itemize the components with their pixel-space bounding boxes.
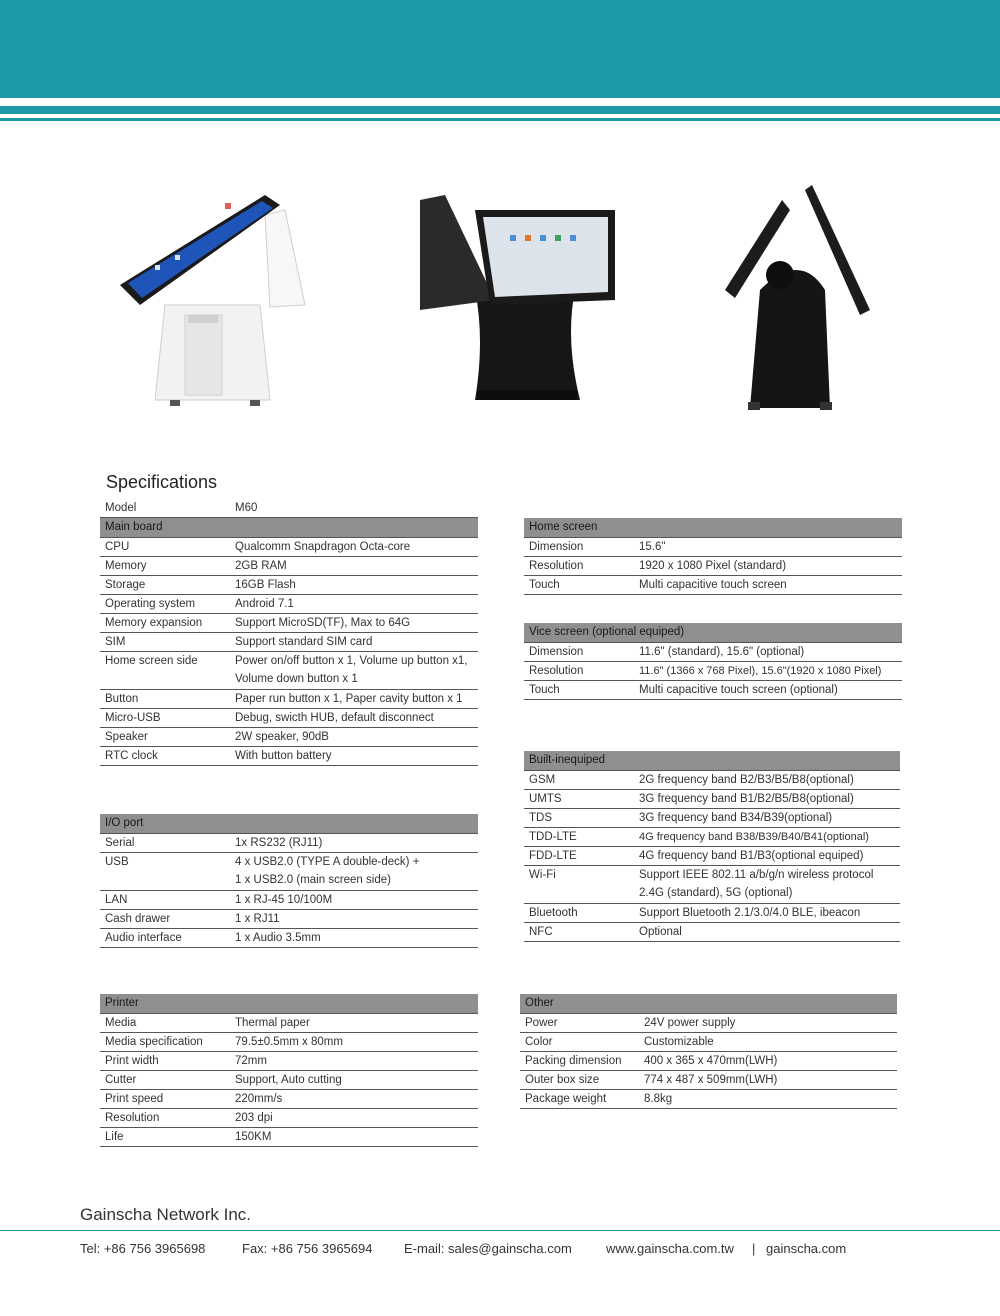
table-row	[520, 1052, 897, 1071]
table-row	[100, 614, 478, 633]
table-row	[520, 1071, 897, 1090]
row-value: Support MicroSD(TF), Max to 64G	[235, 617, 411, 629]
main-board-table	[100, 499, 478, 766]
table-row	[100, 747, 478, 766]
row-value: Multi capacitive touch screen	[639, 579, 787, 591]
table-row	[524, 847, 900, 866]
row-key: FDD-LTE	[529, 850, 577, 862]
header-band	[0, 0, 1000, 98]
table-row	[100, 709, 478, 728]
row-key: Print speed	[105, 1093, 164, 1105]
row-value-line1: 4 x USB2.0 (TYPE A double-deck) +	[235, 856, 420, 868]
row-key: Micro-USB	[105, 712, 161, 724]
section-header: Other	[520, 994, 897, 1014]
row-key: Package weight	[525, 1093, 607, 1105]
other-table	[520, 994, 897, 1109]
row-value: 11.6" (1366 x 768 Pixel), 15.6"(1920 x 1080 Pixel)	[639, 665, 882, 677]
table-row	[100, 929, 478, 948]
table-row	[100, 690, 478, 709]
row-value	[639, 866, 900, 903]
row-key: RTC clock	[105, 750, 158, 762]
row-key: Print width	[105, 1055, 159, 1067]
table-row	[100, 891, 478, 910]
footer-separator: |	[752, 1241, 756, 1256]
row-key: Power	[525, 1017, 558, 1029]
footer-website-2[interactable]: gainscha.com	[766, 1241, 847, 1256]
row-key: Bluetooth	[529, 907, 578, 919]
table-row	[100, 633, 478, 652]
product-image-white-pos	[110, 185, 310, 415]
io-port-table	[100, 814, 478, 948]
product-image-black-pos-rear	[415, 190, 620, 405]
row-value: Qualcomm Snapdragon Octa-core	[235, 541, 411, 553]
row-key: Memory	[105, 560, 147, 572]
footer-website[interactable]: www.gainscha.com.tw	[606, 1241, 734, 1256]
row-key: Resolution	[529, 665, 584, 677]
table-row	[100, 1033, 478, 1052]
row-value: Optional	[639, 926, 682, 938]
row-value: 2G frequency band B2/B3/B5/B8(optional)	[639, 774, 854, 786]
row-value: 1 x Audio 3.5mm	[235, 932, 321, 944]
table-row	[524, 643, 902, 662]
row-key: TDD-LTE	[529, 831, 577, 843]
table-row	[100, 1128, 478, 1147]
row-key: Button	[105, 693, 139, 705]
row-key: Wi-Fi	[529, 869, 556, 881]
row-key: Memory expansion	[105, 617, 203, 629]
table-row	[524, 576, 902, 595]
table-row	[520, 1033, 897, 1052]
row-value: 4G frequency band B1/B3(optional equiped)	[639, 850, 864, 862]
footer-tel: Tel: +86 756 3965698	[80, 1241, 206, 1256]
row-key: Model	[105, 502, 137, 514]
row-key: Audio interface	[105, 932, 182, 944]
row-key: Cash drawer	[105, 913, 171, 925]
row-value: 3G frequency band B34/B39(optional)	[639, 812, 833, 824]
table-row	[524, 904, 900, 923]
row-key: CPU	[105, 541, 130, 553]
footer-fax: Fax: +86 756 3965694	[242, 1241, 373, 1256]
row-value: 15.6"	[639, 541, 666, 553]
section-header: I/O port	[100, 814, 478, 834]
row-key: Speaker	[105, 731, 148, 743]
row-key: Serial	[105, 837, 135, 849]
row-key: GSM	[529, 774, 556, 786]
table-row	[524, 809, 900, 828]
row-value: Multi capacitive touch screen (optional)	[639, 684, 838, 696]
row-value: Support standard SIM card	[235, 636, 373, 648]
row-value: 2GB RAM	[235, 560, 287, 572]
row-key: Media specification	[105, 1036, 203, 1048]
footer-divider	[0, 1230, 1000, 1231]
built-in-table	[524, 751, 900, 942]
row-key: TDS	[529, 812, 552, 824]
row-value: 72mm	[235, 1055, 267, 1067]
row-value: Paper run button x 1, Paper cavity button x 1	[235, 693, 463, 705]
table-row	[524, 771, 900, 790]
table-row	[100, 538, 478, 557]
company-name: Gainscha Network Inc.	[80, 1205, 252, 1224]
table-row	[100, 1052, 478, 1071]
row-value: Customizable	[644, 1036, 714, 1048]
row-value: 3G frequency band B1/B2/B5/B8(optional)	[639, 793, 854, 805]
section-header: Main board	[100, 518, 478, 538]
row-value-line2: Volume down button x 1	[235, 673, 358, 685]
row-key: UMTS	[529, 793, 562, 805]
section-header: Built-inequiped	[524, 751, 900, 771]
row-value: 400 x 365 x 470mm(LWH)	[644, 1055, 778, 1067]
table-row	[100, 595, 478, 614]
row-value: Support Bluetooth 2.1/3.0/4.0 BLE, ibeacon	[639, 907, 861, 919]
row-value: 4G frequency band B38/B39/B40/B41(optional)	[639, 831, 869, 843]
row-key: SIM	[105, 636, 126, 648]
row-value: With button battery	[235, 750, 332, 762]
table-row	[100, 576, 478, 595]
row-value: 1 x RJ-45 10/100M	[235, 894, 333, 906]
row-key: Life	[105, 1131, 124, 1143]
specifications-title: Specifications	[106, 472, 218, 492]
product-image-black-pos-side	[720, 180, 880, 415]
table-row	[524, 828, 900, 847]
row-value: 203 dpi	[235, 1112, 273, 1124]
table-row	[100, 499, 478, 518]
row-key: Packing dimension	[525, 1055, 622, 1067]
row-key: Outer box size	[525, 1074, 600, 1086]
row-value: 2W speaker, 90dB	[235, 731, 329, 743]
table-row	[524, 681, 902, 700]
table-row	[100, 1071, 478, 1090]
table-row	[100, 910, 478, 929]
row-value-line2: 2.4G (standard), 5G (optional)	[639, 887, 793, 899]
table-row	[524, 538, 902, 557]
row-value	[235, 652, 478, 689]
row-value: 24V power supply	[644, 1017, 736, 1029]
row-value: 150KM	[235, 1131, 272, 1143]
row-key: Cutter	[105, 1074, 137, 1086]
row-value: 11.6" (standard), 15.6" (optional)	[639, 646, 805, 658]
header-stripe	[0, 106, 1000, 114]
row-value: Android 7.1	[235, 598, 294, 610]
row-key: Storage	[105, 579, 146, 591]
row-key: Resolution	[105, 1112, 160, 1124]
row-key: Color	[525, 1036, 553, 1048]
row-value: 1x RS232 (RJ11)	[235, 837, 323, 849]
row-value: 79.5±0.5mm x 80mm	[235, 1036, 343, 1048]
row-value: Debug, swicth HUB, default disconnect	[235, 712, 434, 724]
vice-screen-table	[524, 623, 902, 700]
row-value: 774 x 487 x 509mm(LWH)	[644, 1074, 778, 1086]
table-row	[520, 1014, 897, 1033]
section-header: Printer	[100, 994, 478, 1014]
table-row	[100, 1109, 478, 1128]
table-row	[524, 790, 900, 809]
row-value: 16GB Flash	[235, 579, 296, 591]
row-value: 220mm/s	[235, 1093, 283, 1105]
row-key: Touch	[529, 684, 560, 696]
table-row	[100, 1014, 478, 1033]
row-value: M60	[235, 502, 258, 514]
row-key: NFC	[529, 926, 553, 938]
table-row	[100, 1090, 478, 1109]
header-stripe-thin	[0, 118, 1000, 121]
row-value-line1: Support IEEE 802.11 a/b/g/n wireless protocol	[639, 869, 874, 881]
table-row	[100, 853, 478, 891]
table-row	[100, 557, 478, 576]
row-key: Resolution	[529, 560, 584, 572]
table-row	[524, 557, 902, 576]
row-value: 8.8kg	[644, 1093, 673, 1105]
table-row	[100, 652, 478, 690]
row-value: 1 x RJ11	[235, 913, 280, 925]
table-row	[524, 866, 900, 904]
section-header: Vice screen (optional equiped)	[524, 623, 902, 643]
footer-email[interactable]: E-mail: sales@gainscha.com	[404, 1241, 572, 1256]
row-value: Thermal paper	[235, 1017, 310, 1029]
row-key: Dimension	[529, 541, 584, 553]
table-row	[100, 728, 478, 747]
row-key: LAN	[105, 894, 128, 906]
row-value-line1: Power on/off button x 1, Volume up button x1,	[235, 655, 468, 667]
row-value: Support, Auto cutting	[235, 1074, 342, 1086]
section-header: Home screen	[524, 518, 902, 538]
row-key: Touch	[529, 579, 560, 591]
table-row	[100, 834, 478, 853]
row-value	[235, 853, 478, 890]
row-value-line2: 1 x USB2.0 (main screen side)	[235, 874, 391, 886]
home-screen-table	[524, 518, 902, 595]
row-key: Home screen side	[105, 655, 198, 667]
table-row	[524, 662, 902, 681]
row-value: 1920 x 1080 Pixel (standard)	[639, 560, 787, 572]
row-key: USB	[105, 856, 129, 868]
row-key: Media	[105, 1017, 137, 1029]
printer-table	[100, 994, 478, 1147]
row-key: Dimension	[529, 646, 584, 658]
table-row	[520, 1090, 897, 1109]
table-row	[524, 923, 900, 942]
row-key: Operating system	[105, 598, 196, 610]
